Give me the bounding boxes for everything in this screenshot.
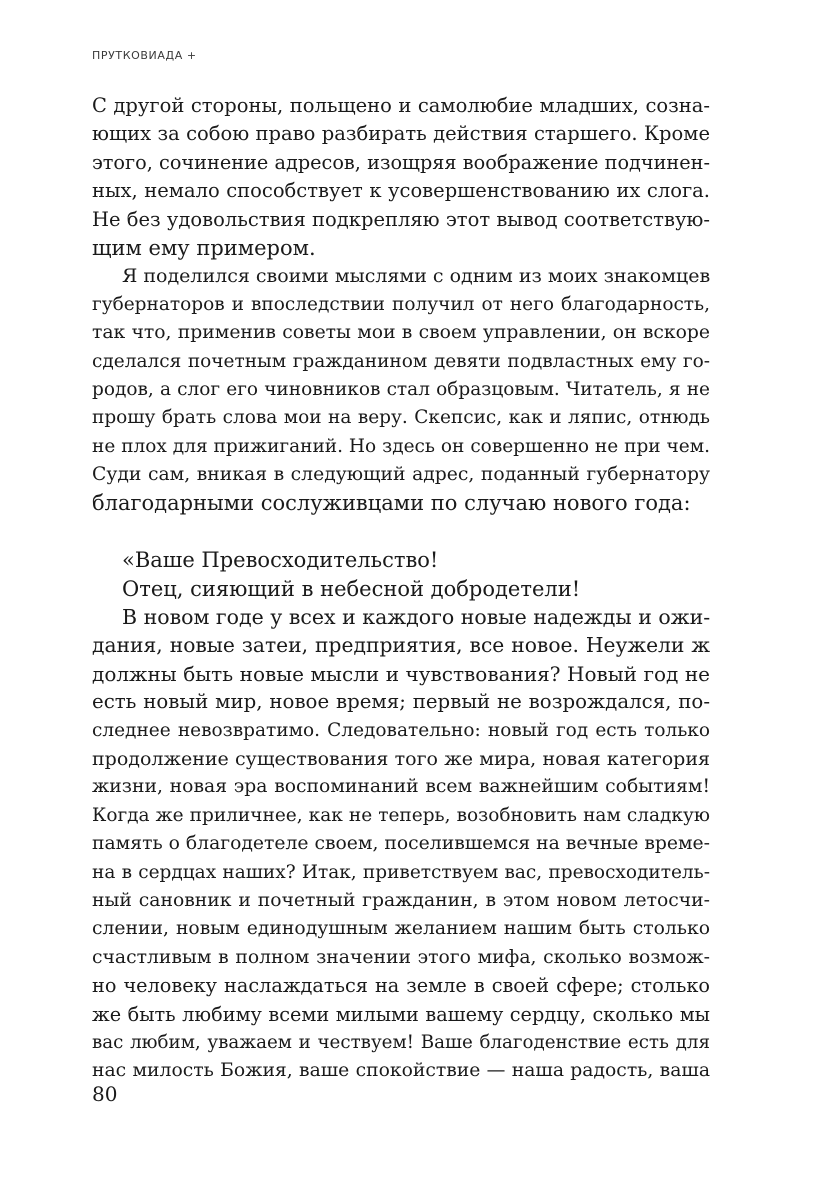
text-line: С другой стороны, польщено и самолюбие младших, созна- — [92, 94, 710, 117]
text-line: счастливым в полном значении этого мифа, сколько возмож- — [92, 946, 710, 968]
text-line: этого, сочинение адресов, изощряя воображение подчинен- — [92, 150, 710, 174]
page-number: 80 — [92, 1082, 118, 1106]
text-line: ных, немало способствует к усовершенствованию их слога. — [92, 179, 710, 203]
text-line: прошу брать слова мои на веру. Скепсис, как и ляпис, отнюдь — [92, 407, 710, 429]
text-line: не плох для прижиганий. Но здесь он совершенно не при чем. — [92, 435, 710, 457]
text-line: сделался почетным гражданином девяти подвластных ему го- — [92, 350, 710, 372]
text-line: на в сердцах наших? Итак, приветствуем вас, превосходитель- — [92, 861, 710, 883]
text-line: «Ваше Превосходительство! — [122, 548, 439, 573]
text-line: щим ему примером. — [92, 235, 316, 260]
text-line: ющих за собою право разбирать действия старшего. Кроме — [92, 122, 710, 146]
text-line: слении, новым единодушным желанием нашим быть столько — [92, 918, 710, 940]
text-line: жизни, новая эра воспоминаний всем важнейшим событиям! — [92, 776, 710, 798]
text-line: следнее невозвратимо. Следовательно: новый год есть только — [92, 719, 710, 741]
text-line: дания, новые затеи, предприятия, все новое. Неужели ж — [92, 633, 710, 658]
text-line: так что, применив советы мои в своем управлении, он вскоре — [92, 322, 710, 344]
text-line: Не без удовольствия подкрепляю этот вывод соответствую- — [92, 207, 710, 231]
text-line: вас любим, уважаем и чествуем! Ваше благоденствие есть для — [92, 1031, 710, 1053]
text-line: память о благодетеле своем, поселившемся на вечные време- — [92, 833, 710, 855]
text-line: Суди сам, вникая в следующий адрес, поданный губернатору — [92, 464, 710, 486]
text-line: В новом годе у всех и каждого новые надежды и ожи- — [122, 605, 711, 630]
text-line: благодарными сослуживцами по случаю нового года: — [92, 491, 691, 516]
text-line: губернаторов и впоследствии получил от него благодарность, — [92, 293, 710, 315]
text-line: Я поделился своими мыслями с одним из моих знакомцев — [122, 265, 711, 288]
text-line: Когда же приличнее, как не теперь, возобновить нам сладкую — [92, 804, 710, 826]
text-line: ный сановник и почетный гражданин, в этом новом летосчи- — [92, 889, 710, 911]
text-line: но человеку наслаждаться на земле в своей сфере; столько — [92, 974, 710, 998]
text-line: родов, а слог его чиновников стал образцовым. Читатель, я не — [92, 378, 710, 400]
page-text — [92, 92, 710, 1086]
text-line: есть новый мир, новое время; первый не возрождался, по- — [92, 690, 710, 714]
text-line: же быть любиму всеми милыми вашему сердцу, сколько мы — [92, 1002, 710, 1026]
text-line: нас милость Божия, ваше спокойствие — наша радость, ваша — [92, 1060, 710, 1082]
text-line: Отец, сияющий в небесной добродетели! — [122, 576, 581, 601]
paragraph-spacer — [92, 518, 710, 546]
text-line: должны быть новые мысли и чувствования? Новый год не — [92, 661, 710, 686]
running-head: ПРУТКОВИАДА + — [92, 49, 197, 62]
text-line: продолжение существования того же мира, новая категория — [92, 747, 710, 770]
